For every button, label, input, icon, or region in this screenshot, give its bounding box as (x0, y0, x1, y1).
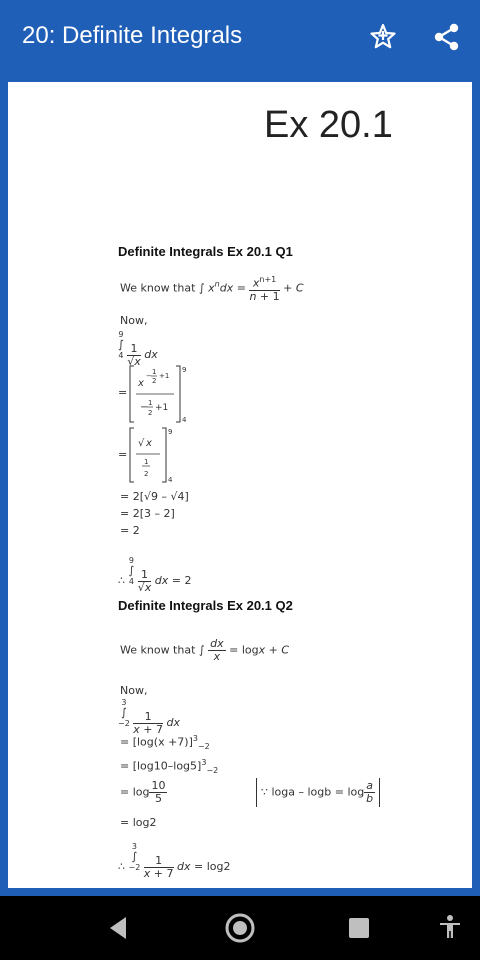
accessibility-icon[interactable] (438, 914, 462, 944)
star-plus-icon[interactable] (368, 22, 398, 52)
q1-intro: We know that ∫ $x^ndx$ = $\frac{x^{n+1}}{n + 1}$ + C (120, 275, 304, 303)
q1-now: Now, (120, 314, 148, 327)
system-nav-bar (0, 896, 480, 960)
q1-step4: = 2[3 – 2] (120, 507, 175, 520)
q2-line3: = log $\frac{10}{5}$ (120, 779, 166, 805)
svg-text:+1: +1 (155, 403, 169, 413)
q1-heading: Definite Integrals Ex 20.1 Q1 (118, 244, 293, 259)
svg-text:√: √ (138, 438, 145, 449)
q2-now: Now, (120, 684, 148, 697)
svg-text:4: 4 (182, 416, 187, 424)
home-circle-icon[interactable] (224, 912, 256, 948)
svg-text:x: x (146, 438, 152, 449)
svg-text:2: 2 (148, 409, 153, 417)
svg-text:1: 1 (152, 368, 157, 376)
svg-text:+1: +1 (159, 372, 170, 380)
svg-text:1: 1 (144, 458, 149, 466)
q2-line4: = log2 (120, 816, 157, 829)
svg-text:9: 9 (168, 428, 173, 436)
q1-step2 (118, 426, 218, 484)
svg-text:=: = (118, 448, 128, 461)
q1-therefore: ∴ 9 ∫ 4 $\frac{1}{√x}$ dx = 2 (118, 556, 192, 594)
q2-line2: = $[\log 10-\log 5]^3_{-2}$ (120, 758, 219, 775)
svg-text:1: 1 (148, 399, 153, 407)
q1-integral: 9 ∫ 4 $\frac{1}{√x}$ dx (118, 330, 158, 368)
q2-intro: We know that ∫ $\frac{dx}{x}$ = logx + C (120, 637, 290, 663)
app-title: 20: Definite Integrals (22, 22, 243, 49)
svg-text:x: x (138, 378, 144, 389)
content-page[interactable] (8, 82, 472, 888)
q1-step3: = 2[√9 – √4] (120, 490, 189, 503)
svg-text:=: = (118, 386, 128, 399)
q2-integral: 3 ∫ −2 $\frac{1}{x + 7}$ dx (118, 698, 181, 736)
share-icon[interactable] (432, 22, 462, 52)
svg-text:4: 4 (168, 476, 173, 484)
recents-square-icon[interactable] (348, 917, 370, 943)
q2-heading: Definite Integrals Ex 20.1 Q2 (118, 598, 293, 613)
svg-text:2: 2 (144, 470, 149, 478)
q2-line1: = $[\log(x +7)]^3_{-2}$ (120, 734, 210, 751)
q1-step1 (118, 364, 258, 424)
svg-text:9: 9 (182, 366, 187, 374)
q2-reason: ∵ loga – logb = log $\frac{a}{b}$ (256, 778, 380, 807)
q1-step5: = 2 (120, 524, 140, 537)
svg-text:2: 2 (152, 377, 157, 385)
q2-therefore: ∴ 3 ∫ −2 $\frac{1}{x + 7}$ dx = log2 (118, 842, 231, 880)
back-triangle-icon[interactable] (106, 915, 130, 945)
exercise-title: Ex 20.1 (264, 104, 393, 146)
svg-text:−: − (140, 402, 149, 413)
app-bar (0, 0, 480, 80)
svg-text:−: − (146, 372, 152, 380)
